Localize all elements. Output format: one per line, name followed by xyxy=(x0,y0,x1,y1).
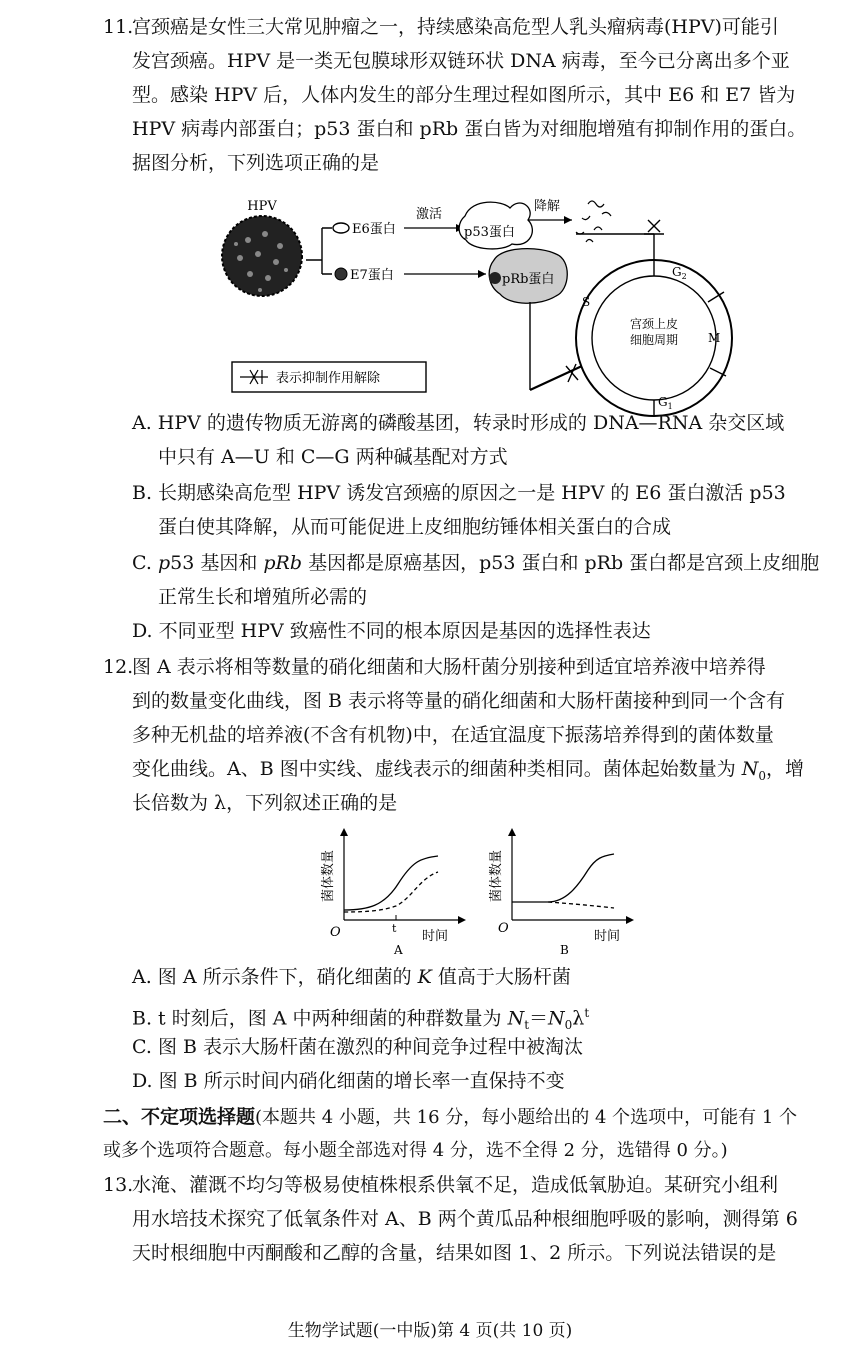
e6-protein-icon xyxy=(333,223,349,233)
q12-stem-line: 长倍数为 λ，下列叙述正确的是 xyxy=(132,792,398,814)
diagram-legend xyxy=(232,362,426,392)
q11-stem-line: HPV 病毒内部蛋白；p53 蛋白和 pRb 蛋白皆为对细胞增殖有抑制作用的蛋白。 xyxy=(132,118,807,140)
q12-option-c: C. 图 B 表示大肠杆菌在激烈的种间竞争过程中被淘汰 xyxy=(132,1036,583,1058)
q11-option-a-cont: 中只有 A—U 和 C—G 两种碱基配对方式 xyxy=(158,446,508,468)
q11-stem-line: 据图分析，下列选项正确的是 xyxy=(132,152,380,174)
svg-text:O: O xyxy=(330,925,341,940)
e7-label: E7蛋白 xyxy=(350,268,394,283)
q11-option-b-cont: 蛋白使其降解，从而可能促进上皮细胞纺锤体相关蛋白的合成 xyxy=(158,516,672,538)
degraded-fragments-icon xyxy=(576,201,611,242)
q12-option-b: B. t 时刻后，图 A 中两种细菌的种群数量为 $N_t=N_0\lambda^t$ xyxy=(132,1006,590,1033)
dashed-curve-b xyxy=(548,902,614,908)
activate-label: 激活 xyxy=(416,207,443,222)
q13-stem-line: 天时根细胞中丙酮酸和乙醇的含量，结果如图 1、2 所示。下列说法错误的是 xyxy=(132,1242,777,1264)
section2-heading: 二、不定项选择题(本题共 4 小题，共 16 分，每小题给出的 4 个选项中，可能有 1 个 xyxy=(103,1106,798,1128)
q13-stem-line: 用水培技术探究了低氧条件对 A、B 两个黄瓜品种根细胞呼吸的影响，测得第 6 xyxy=(132,1208,798,1230)
q12-stem-line: 图 A 表示将相等数量的硝化细菌和大肠杆菌分别接种到适宜培养液中培养得 xyxy=(132,656,766,678)
page-footer: 生物学试题(一中版)第 4 页(共 10 页) xyxy=(287,1321,573,1341)
svg-text:A: A xyxy=(394,943,403,957)
svg-text:时间: 时间 xyxy=(422,929,449,944)
q12-option-a: A. 图 A 所示条件下，硝化细菌的 K 值高于大肠杆菌 xyxy=(132,966,571,988)
svg-text:t: t xyxy=(392,922,397,935)
svg-text:表示抑制作用解除: 表示抑制作用解除 xyxy=(276,371,381,386)
svg-text:M: M xyxy=(708,331,721,345)
prb-label: pRb蛋白 xyxy=(502,272,555,287)
degrade-label: 降解 xyxy=(534,199,561,214)
q11-option-c: C. p53 基因和 pRb 基因都是原癌基因，p53 蛋白和 pRb 蛋白都是宫颈上皮细胞 xyxy=(132,552,820,574)
hpv-label: HPV xyxy=(247,199,277,214)
graph-b xyxy=(488,828,634,957)
svg-text:菌体数量: 菌体数量 xyxy=(321,849,336,902)
q11-stem-line: 型。感染 HPV 后，人体内发生的部分生理过程如图所示，其中 E6 和 E7 皆为 xyxy=(132,84,796,106)
e6-label: E6蛋白 xyxy=(352,222,396,237)
hpv-pathway-diagram xyxy=(210,190,730,411)
p53-label: p53蛋白 xyxy=(464,225,515,240)
solid-curve-a xyxy=(344,856,438,910)
growth-curve-graphs xyxy=(312,826,642,960)
q11-option-b: B. 长期感染高危型 HPV 诱发宫颈癌的原因之一是 HPV 的 E6 蛋白激活 p53 xyxy=(132,482,786,504)
graph-a xyxy=(320,828,466,957)
e7-protein-icon xyxy=(335,268,347,280)
q12-option-d: D. 图 B 所示时间内硝化细菌的增长率一直保持不变 xyxy=(132,1070,565,1092)
svg-text:菌体数量: 菌体数量 xyxy=(489,849,504,902)
q12-stem-line: 到的数量变化曲线，图 B 表示将等量的硝化细菌和大肠杆菌接种到同一个含有 xyxy=(132,690,786,712)
dashed-curve-a xyxy=(344,872,438,912)
q11-option-c-cont: 正常生长和增殖所必需的 xyxy=(158,586,368,608)
svg-text:S: S xyxy=(582,295,591,309)
q11-stem-line: 发宫颈癌。HPV 是一类无包膜球形双链环状 DNA 病毒，至今已分离出多个亚 xyxy=(132,50,790,72)
q13-stem-line: 水淹、灌溉不均匀等极易使植株根系供氧不足，造成低氧胁迫。某研究小组利 xyxy=(132,1174,779,1196)
svg-text:时间: 时间 xyxy=(594,929,621,944)
section2-desc: 或多个选项符合题意。每小题全部选对得 4 分，选不全得 2 分，选错得 0 分。) xyxy=(103,1140,728,1161)
svg-text:G2: $G_2$ xyxy=(672,265,687,281)
q12-stem-line: 变化曲线。A、B 图中实线、虚线表示的细菌种类相同。菌体起始数量为 $N_0$，增 xyxy=(132,758,805,783)
q12-stem-line: 多种无机盐的培养液(不含有机物)中，在适宜温度下振荡培养得到的菌体数量 xyxy=(132,724,774,746)
cell-cycle-diagram xyxy=(576,260,732,416)
svg-text:B: B xyxy=(560,943,569,957)
svg-text:宫颈上皮: 宫颈上皮 xyxy=(629,317,679,331)
q11-number: 11. xyxy=(103,16,134,38)
solid-curve-b xyxy=(512,854,614,902)
svg-text:G1: $G_1$ xyxy=(658,395,673,411)
q12-number: 12. xyxy=(103,656,134,678)
hpv-virus-icon xyxy=(222,216,302,296)
q13-number: 13. xyxy=(103,1174,134,1196)
svg-text:O: O xyxy=(498,921,509,936)
q11-option-a: A. HPV 的遗传物质无游离的磷酸基团，转录时形成的 DNA—RNA 杂交区域 xyxy=(132,412,785,434)
q11-stem-line: 宫颈癌是女性三大常见肿瘤之一，持续感染高危型人乳头瘤病毒(HPV)可能引 xyxy=(132,16,779,38)
svg-text:细胞周期: 细胞周期 xyxy=(629,333,679,347)
q11-option-d: D. 不同亚型 HPV 致癌性不同的根本原因是基因的选择性表达 xyxy=(132,620,651,642)
